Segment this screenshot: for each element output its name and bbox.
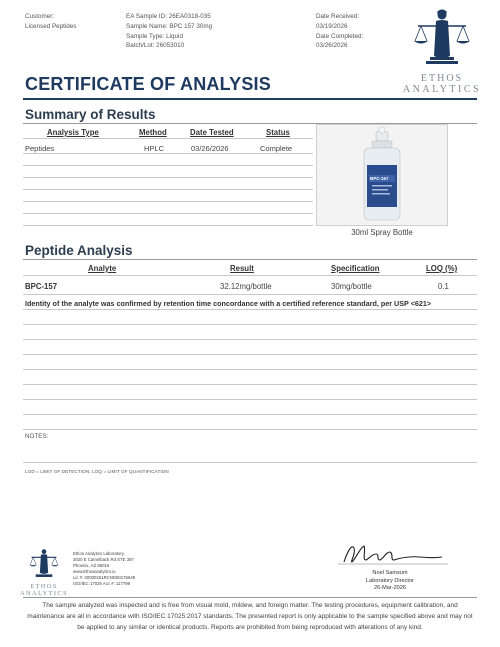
peptide-row-line	[23, 369, 477, 370]
col-specification: Specification	[331, 264, 380, 273]
customer-label: Customer:	[25, 13, 55, 20]
sample-name: Sample Name: BPC 157 30mg	[126, 22, 213, 30]
identity-note: Identity of the analyte was confirmed by retention time concordance with a certified reference standard, per USP <621>	[25, 299, 432, 308]
summary-row-line	[23, 189, 313, 190]
lod-note: LOD = LIMIT OF DETECTION; LOQ = LIMIT OF QUANTIFICATION	[25, 469, 169, 474]
summary-row-line	[23, 177, 313, 178]
col-status: Status	[266, 128, 290, 137]
peptide-row-line	[23, 354, 477, 355]
date-completed: 03/26/2026	[316, 42, 348, 50]
col-loq: LOQ (%)	[426, 264, 458, 273]
signer-name: Noel Samsum	[372, 570, 408, 576]
signer-title: Laboratory Director	[366, 577, 414, 584]
col-analysis-type: Analysis Type	[47, 128, 99, 137]
logo-line1: ETHOS	[420, 73, 464, 84]
analyte-spec: 30mg/bottle	[331, 282, 372, 291]
peptide-row-line	[23, 399, 477, 400]
date-received-label: Date Received:	[316, 13, 360, 20]
address-line: 3020 E Camelback Rd STE 397	[73, 557, 134, 563]
scales-of-justice-icon	[412, 8, 472, 66]
photo-caption: 30ml Spray Bottle	[351, 228, 413, 237]
sample-type: Sample Type: Liquid	[126, 32, 183, 40]
address-line: Lic #: 00000261RCND60176649	[73, 575, 136, 581]
dates-block	[316, 12, 363, 51]
summary-row-line	[23, 165, 313, 166]
peptide-row-line	[23, 339, 477, 340]
logo-line2: ANALYTICS	[402, 84, 482, 95]
address-line: Phoenix, AZ 85016	[73, 563, 110, 569]
date-completed-label: Date Completed:	[316, 32, 364, 40]
page-title: CERTIFICATE OF ANALYSIS	[25, 74, 271, 94]
peptide-row-line	[23, 275, 477, 276]
address-line: Ethos Analytics Laboratory	[73, 551, 124, 556]
col-result: Result	[230, 264, 254, 273]
date-received: 03/19/2026	[316, 22, 348, 30]
col-analyte: Analyte	[88, 264, 117, 273]
footer-logo	[15, 548, 73, 597]
scales-of-justice-icon	[27, 548, 61, 578]
lab-address	[73, 551, 135, 588]
spray-bottle-image	[317, 125, 447, 225]
customer-value: Licensed Peptides	[25, 22, 77, 30]
analyte-result: 32.12mg/bottle	[220, 282, 272, 291]
footer-logo-line2: ANALYTICS	[20, 590, 68, 597]
peptide-row-line	[23, 429, 477, 430]
peptide-divider	[23, 259, 477, 260]
summary-row-line	[23, 225, 313, 226]
footer-logo-line1: ETHOS	[30, 583, 58, 590]
director-signature	[330, 540, 450, 570]
summary-analysis-type: Peptides	[25, 144, 55, 153]
peptide-row-line	[23, 294, 477, 295]
sample-block	[126, 12, 212, 51]
bottle-label-text: BPC-157	[370, 176, 389, 181]
sample-photo	[316, 124, 448, 226]
footer-divider	[23, 597, 477, 598]
col-method: Method	[139, 128, 167, 137]
signer-block	[330, 570, 450, 593]
summary-status: Complete	[260, 144, 293, 153]
batch-lot: Batch/Lot: 26053010	[126, 42, 185, 50]
peptide-row-line	[23, 324, 477, 325]
summary-row-line	[23, 153, 313, 154]
peptide-row-line	[23, 384, 477, 385]
peptide-row-line	[23, 309, 477, 310]
summary-method: HPLC	[144, 144, 165, 153]
peptide-row-line	[23, 414, 477, 415]
disclaimer: The sample analyzed was inspected and is free from visual mold, mildew, and foreign matter. The testing procedures, equipment calibration, and maintenance are all in accordance with ISO/IEC 17025:2017 standards. The presented report is only applicable to the sample specified above and may not be applied to any similar or identical products. Reports are prohibited from being reproduced with alterations of any kind.	[27, 602, 473, 631]
address-line: ISO/IEC 17025 Acc #: 117798	[73, 581, 131, 587]
notes-divider	[23, 462, 477, 463]
col-date-tested: Date Tested	[190, 128, 234, 137]
summary-row-line	[23, 201, 313, 202]
sample-id: EA Sample ID: 26EA0318-035	[126, 13, 211, 20]
summary-heading: Summary of Results	[25, 107, 156, 122]
customer-block	[25, 12, 76, 32]
notes-label: NOTES:	[25, 433, 49, 440]
summary-date-tested: 03/26/2026	[191, 144, 229, 153]
website-link[interactable]: www.Ethosanalytics.io	[73, 569, 116, 575]
analyte-loq: 0.1	[438, 282, 449, 291]
signed-date: 26-Mar-2026	[373, 585, 407, 592]
peptide-heading: Peptide Analysis	[25, 243, 133, 258]
analyte-name: BPC-157	[25, 282, 58, 291]
summary-row-line	[23, 213, 313, 214]
ethos-logo	[392, 8, 492, 95]
summary-row-line	[23, 138, 313, 139]
title-divider	[23, 98, 477, 100]
